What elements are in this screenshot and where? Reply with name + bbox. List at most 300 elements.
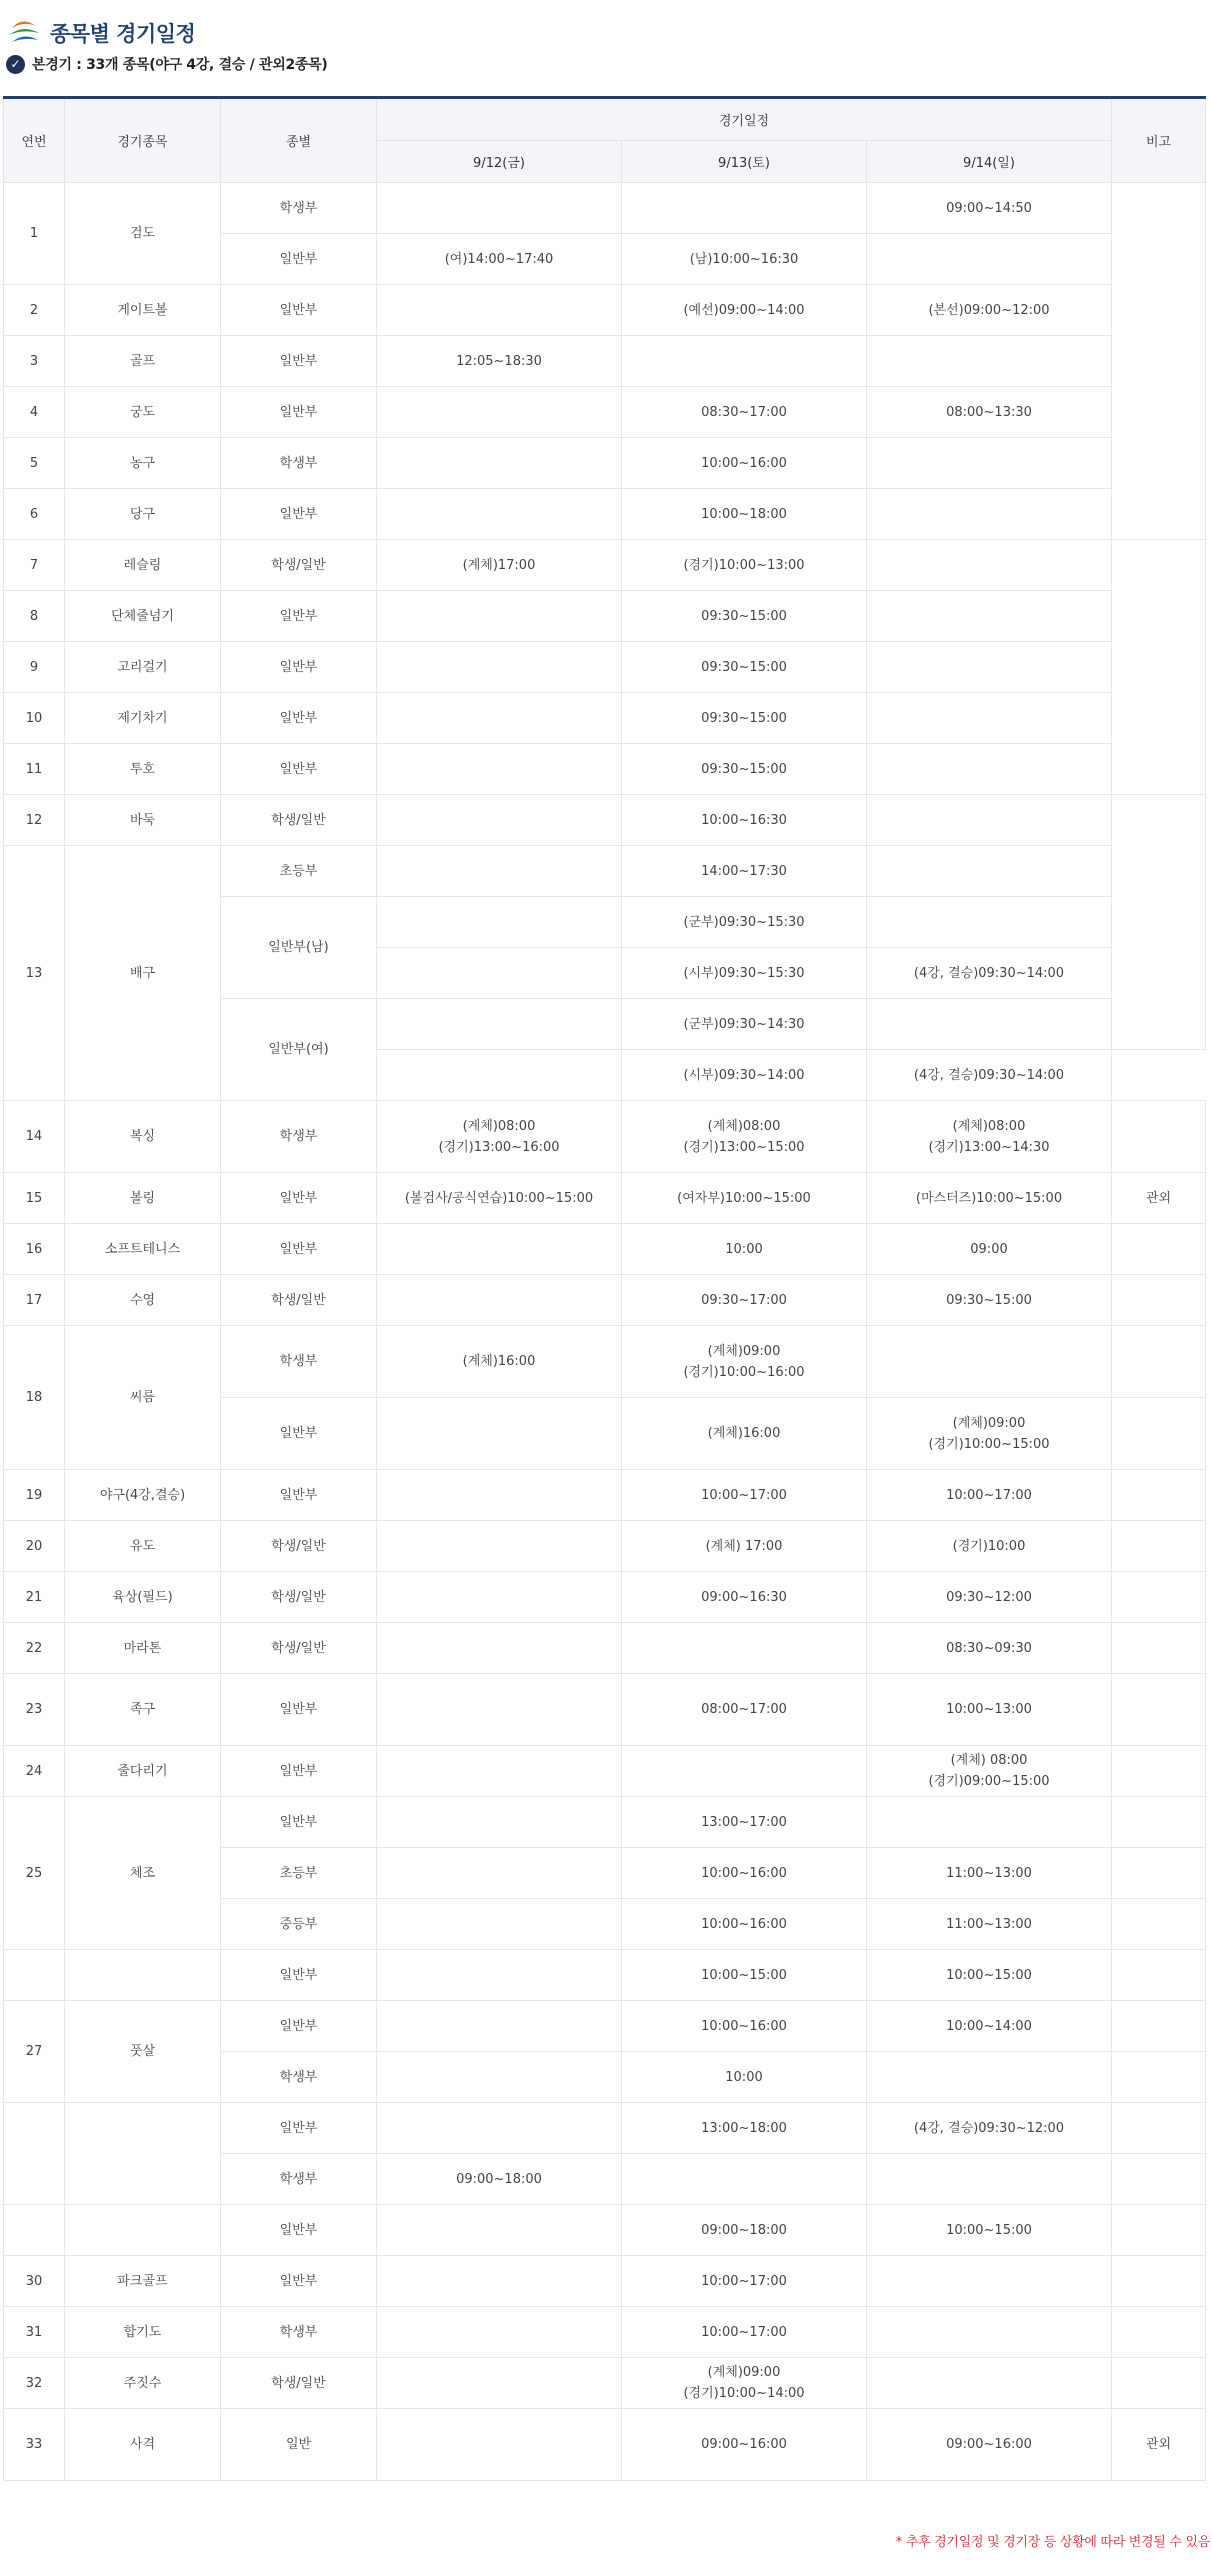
cell-day3: (계체)08:00 (경기)13:00~14:30 xyxy=(867,1101,1112,1173)
cell-note xyxy=(1112,540,1206,795)
table-row xyxy=(4,183,1206,234)
cell-sport xyxy=(65,1950,221,2001)
cell-division: 학생부 xyxy=(221,438,377,489)
col-header-note: 비고 xyxy=(1112,98,1206,183)
cell-day2: (시부)09:30~14:00 xyxy=(622,1050,867,1101)
cell-division: 학생/일반 xyxy=(221,1572,377,1623)
cell-day2: (군부)09:30~15:30 xyxy=(622,897,867,948)
cell-day3: 11:00~13:00 xyxy=(867,1848,1112,1899)
cell-no: 31 xyxy=(4,2307,65,2358)
cell-sport: 당구 xyxy=(65,489,221,540)
cell-division: 일반부 xyxy=(221,234,377,285)
col-header-day: 9/14(일) xyxy=(867,141,1112,183)
cell-day3 xyxy=(867,897,1112,948)
cell-no: 32 xyxy=(4,2358,65,2409)
cell-day1 xyxy=(377,1950,622,2001)
cell-sport: 씨름 xyxy=(65,1326,221,1470)
cell-sport: 배구 xyxy=(65,846,221,1101)
cell-day3 xyxy=(867,1797,1112,1848)
cell-division: 일반부 xyxy=(221,489,377,540)
cell-sport: 게이트볼 xyxy=(65,285,221,336)
cell-day3: (4강, 결승)09:30~14:00 xyxy=(867,948,1112,999)
cell-sport: 족구 xyxy=(65,1674,221,1746)
cell-no: 11 xyxy=(4,744,65,795)
cell-no: 27 xyxy=(4,2001,65,2103)
cell-sport: 체조 xyxy=(65,1797,221,1950)
col-header-day: 9/12(금) xyxy=(377,141,622,183)
cell-no: 12 xyxy=(4,795,65,846)
cell-day1 xyxy=(377,897,622,948)
cell-division: 일반부 xyxy=(221,1398,377,1470)
cell-day3: (마스터즈)10:00~15:00 xyxy=(867,1173,1112,1224)
cell-day3 xyxy=(867,540,1112,591)
cell-day3: (4강, 결승)09:30~14:00 xyxy=(867,1050,1112,1101)
cell-day1 xyxy=(377,1050,622,1101)
cell-day1 xyxy=(377,285,622,336)
table-row xyxy=(4,2001,1206,2052)
cell-no: 6 xyxy=(4,489,65,540)
cell-note xyxy=(1112,1521,1206,1572)
col-header-division: 종별 xyxy=(221,98,377,183)
cell-day2: (계체)09:00 (경기)10:00~14:00 xyxy=(622,2358,867,2409)
cell-sport: 궁도 xyxy=(65,387,221,438)
cell-sport: 투호 xyxy=(65,744,221,795)
cell-note xyxy=(1112,2205,1206,2256)
cell-day2: 10:00 xyxy=(622,2052,867,2103)
col-header-no: 연번 xyxy=(4,98,65,183)
cell-division: 일반부 xyxy=(221,744,377,795)
title-row xyxy=(6,16,195,50)
table-row xyxy=(4,1746,1206,1797)
cell-sport xyxy=(65,2205,221,2256)
cell-day2: (예선)09:00~14:00 xyxy=(622,285,867,336)
table-row xyxy=(4,2307,1206,2358)
table-row xyxy=(4,285,1206,336)
cell-day2: 13:00~17:00 xyxy=(622,1797,867,1848)
cell-day2: (군부)09:30~14:30 xyxy=(622,999,867,1050)
cell-day1 xyxy=(377,1899,622,1950)
table-row xyxy=(4,1623,1206,1674)
cell-sport: 고리걸기 xyxy=(65,642,221,693)
cell-day2: (계체)16:00 xyxy=(622,1398,867,1470)
col-header-day: 9/13(토) xyxy=(622,141,867,183)
cell-note xyxy=(1112,1674,1206,1746)
cell-day1: (계체)16:00 xyxy=(377,1326,622,1398)
cell-division: 일반부 xyxy=(221,1224,377,1275)
table-row xyxy=(4,2205,1206,2256)
cell-division: 일반부 xyxy=(221,1950,377,2001)
subtitle-row xyxy=(6,52,327,76)
cell-day3 xyxy=(867,693,1112,744)
cell-sport: 풋살 xyxy=(65,2001,221,2103)
cell-day1 xyxy=(377,1470,622,1521)
cell-day3: (4강, 결승)09:30~12:00 xyxy=(867,2103,1112,2154)
cell-day1: 09:00~18:00 xyxy=(377,2154,622,2205)
cell-day2: (여자부)10:00~15:00 xyxy=(622,1173,867,1224)
table-row xyxy=(4,846,1206,897)
cell-no: 22 xyxy=(4,1623,65,1674)
cell-day1 xyxy=(377,591,622,642)
cell-sport: 제기차기 xyxy=(65,693,221,744)
cell-day1 xyxy=(377,2001,622,2052)
cell-division: 일반부 xyxy=(221,693,377,744)
cell-day1 xyxy=(377,693,622,744)
cell-division: 학생부 xyxy=(221,1326,377,1398)
table-row xyxy=(4,1224,1206,1275)
cell-division: 중등부 xyxy=(221,1899,377,1950)
cell-day3: 10:00~14:00 xyxy=(867,2001,1112,2052)
cell-sport: 복싱 xyxy=(65,1101,221,1173)
table-row xyxy=(4,2358,1206,2409)
cell-note xyxy=(1112,1326,1206,1398)
cell-division: 학생/일반 xyxy=(221,1521,377,1572)
cell-note xyxy=(1112,1797,1206,1848)
cell-day2: 10:00~17:00 xyxy=(622,1470,867,1521)
cell-day3 xyxy=(867,2307,1112,2358)
cell-division: 일반부 xyxy=(221,1746,377,1797)
cell-day3 xyxy=(867,795,1112,846)
cell-division: 학생부 xyxy=(221,2154,377,2205)
cell-day1 xyxy=(377,387,622,438)
cell-day3 xyxy=(867,438,1112,489)
cell-day2: 09:00~18:00 xyxy=(622,2205,867,2256)
cell-no: 20 xyxy=(4,1521,65,1572)
cell-day3: 09:00~14:50 xyxy=(867,183,1112,234)
cell-sport: 골프 xyxy=(65,336,221,387)
cell-day2: 09:30~15:00 xyxy=(622,591,867,642)
cell-sport: 줄다리기 xyxy=(65,1746,221,1797)
table-row xyxy=(4,336,1206,387)
cell-no: 3 xyxy=(4,336,65,387)
cell-day1 xyxy=(377,2103,622,2154)
table-row xyxy=(4,1101,1206,1173)
cell-note xyxy=(1112,1275,1206,1326)
cell-day3 xyxy=(867,642,1112,693)
cell-note xyxy=(1112,2307,1206,2358)
cell-day3: 09:30~12:00 xyxy=(867,1572,1112,1623)
cell-day2: 09:30~15:00 xyxy=(622,693,867,744)
cell-division: 일반부 xyxy=(221,1470,377,1521)
cell-note xyxy=(1112,1623,1206,1674)
cell-day1: (계체)17:00 xyxy=(377,540,622,591)
cell-division: 일반부 xyxy=(221,285,377,336)
cell-note: 관외 xyxy=(1112,1173,1206,1224)
cell-day2 xyxy=(622,1746,867,1797)
cell-day1 xyxy=(377,489,622,540)
cell-day1: (볼검사/공식연습)10:00~15:00 xyxy=(377,1173,622,1224)
cell-no: 13 xyxy=(4,846,65,1101)
table-row xyxy=(4,2409,1206,2481)
cell-day3: (계체)09:00 (경기)10:00~15:00 xyxy=(867,1398,1112,1470)
cell-day2: 09:30~15:00 xyxy=(622,744,867,795)
cell-day3: 09:00 xyxy=(867,1224,1112,1275)
cell-day2: (계체)09:00 (경기)10:00~16:00 xyxy=(622,1326,867,1398)
cell-day2 xyxy=(622,1623,867,1674)
cell-division: 학생/일반 xyxy=(221,1623,377,1674)
table-row xyxy=(4,540,1206,591)
table-row xyxy=(4,1173,1206,1224)
cell-day2: 09:00~16:30 xyxy=(622,1572,867,1623)
cell-no xyxy=(4,2103,65,2205)
cell-day1 xyxy=(377,948,622,999)
table-row xyxy=(4,1521,1206,1572)
cell-sport xyxy=(65,2103,221,2205)
cell-day1: (계체)08:00 (경기)13:00~16:00 xyxy=(377,1101,622,1173)
cell-division: 학생부 xyxy=(221,2307,377,2358)
cell-division: 학생부 xyxy=(221,1101,377,1173)
cell-day1 xyxy=(377,1275,622,1326)
cell-no: 19 xyxy=(4,1470,65,1521)
cell-day1 xyxy=(377,846,622,897)
table-row xyxy=(4,591,1206,642)
table-row xyxy=(4,642,1206,693)
check-circle-icon: ✓ xyxy=(6,55,25,74)
cell-day2: 10:00~16:00 xyxy=(622,1899,867,1950)
cell-day3 xyxy=(867,2256,1112,2307)
cell-day2: (계체)08:00 (경기)13:00~15:00 xyxy=(622,1101,867,1173)
cell-day3 xyxy=(867,591,1112,642)
cell-note xyxy=(1112,2001,1206,2052)
cell-division: 일반부 xyxy=(221,2001,377,2052)
cell-no: 9 xyxy=(4,642,65,693)
cell-day2: 08:00~17:00 xyxy=(622,1674,867,1746)
cell-note xyxy=(1112,2256,1206,2307)
cell-day3 xyxy=(867,336,1112,387)
table-row xyxy=(4,1950,1206,2001)
table-row xyxy=(4,1674,1206,1746)
cell-day2: (시부)09:30~15:30 xyxy=(622,948,867,999)
cell-sport: 소프트테니스 xyxy=(65,1224,221,1275)
table-row xyxy=(4,1275,1206,1326)
cell-day3: 10:00~15:00 xyxy=(867,2205,1112,2256)
cell-division: 일반부 xyxy=(221,387,377,438)
cell-sport: 바둑 xyxy=(65,795,221,846)
cell-day3: (경기)10:00 xyxy=(867,1521,1112,1572)
cell-division: 일반부(여) xyxy=(221,999,377,1101)
cell-day2: (경기)10:00~13:00 xyxy=(622,540,867,591)
cell-no: 8 xyxy=(4,591,65,642)
cell-day3: 09:30~15:00 xyxy=(867,1275,1112,1326)
cell-day3 xyxy=(867,846,1112,897)
cell-no: 2 xyxy=(4,285,65,336)
cell-sport: 파크골프 xyxy=(65,2256,221,2307)
event-logo xyxy=(6,18,42,48)
cell-no: 24 xyxy=(4,1746,65,1797)
cell-sport: 수영 xyxy=(65,1275,221,1326)
cell-day3 xyxy=(867,2358,1112,2409)
cell-division: 일반부 xyxy=(221,642,377,693)
cell-day1 xyxy=(377,2307,622,2358)
cell-day3 xyxy=(867,744,1112,795)
cell-day2: 10:00~16:00 xyxy=(622,2001,867,2052)
cell-division: 학생/일반 xyxy=(221,2358,377,2409)
cell-day1 xyxy=(377,744,622,795)
cell-day2: (계체) 17:00 xyxy=(622,1521,867,1572)
cell-day1: (여)14:00~17:40 xyxy=(377,234,622,285)
cell-division: 일반부 xyxy=(221,2256,377,2307)
cell-day3 xyxy=(867,489,1112,540)
cell-day1 xyxy=(377,1623,622,1674)
cell-division: 일반부 xyxy=(221,2103,377,2154)
cell-division: 일반부 xyxy=(221,591,377,642)
table-row xyxy=(4,693,1206,744)
cell-note xyxy=(1112,2103,1206,2154)
cell-day2: 10:00 xyxy=(622,1224,867,1275)
cell-day2: 14:00~17:30 xyxy=(622,846,867,897)
cell-day3: 10:00~15:00 xyxy=(867,1950,1112,2001)
cell-day3 xyxy=(867,999,1112,1050)
cell-no: 23 xyxy=(4,1674,65,1746)
cell-no: 1 xyxy=(4,183,65,285)
cell-division: 학생/일반 xyxy=(221,1275,377,1326)
cell-note xyxy=(1112,1101,1206,1173)
cell-day1 xyxy=(377,1674,622,1746)
cell-day2: 10:00~17:00 xyxy=(622,2307,867,2358)
cell-division: 일반부 xyxy=(221,336,377,387)
cell-day3: (계체) 08:00 (경기)09:00~15:00 xyxy=(867,1746,1112,1797)
table-row xyxy=(4,2256,1206,2307)
cell-day2: 10:00~16:00 xyxy=(622,1848,867,1899)
cell-no: 33 xyxy=(4,2409,65,2481)
col-header-sport: 경기종목 xyxy=(65,98,221,183)
cell-sport: 합기도 xyxy=(65,2307,221,2358)
cell-day2: 08:30~17:00 xyxy=(622,387,867,438)
table-row xyxy=(4,795,1206,846)
cell-day1 xyxy=(377,1797,622,1848)
cell-day3: 10:00~13:00 xyxy=(867,1674,1112,1746)
cell-day1 xyxy=(377,2358,622,2409)
cell-day3: 09:00~16:00 xyxy=(867,2409,1112,2481)
cell-day1 xyxy=(377,1746,622,1797)
cell-no: 17 xyxy=(4,1275,65,1326)
cell-note xyxy=(1112,1224,1206,1275)
cell-division: 일반부 xyxy=(221,1674,377,1746)
cell-division: 일반부(남) xyxy=(221,897,377,999)
cell-note: 관외 xyxy=(1112,2409,1206,2481)
cell-note xyxy=(1112,2358,1206,2409)
table-row xyxy=(4,1572,1206,1623)
cell-no: 18 xyxy=(4,1326,65,1470)
cell-no: 7 xyxy=(4,540,65,591)
cell-day3 xyxy=(867,2154,1112,2205)
cell-day2: 09:30~17:00 xyxy=(622,1275,867,1326)
cell-division: 학생/일반 xyxy=(221,795,377,846)
cell-no: 25 xyxy=(4,1797,65,1950)
cell-division: 일반부 xyxy=(221,1797,377,1848)
cell-day3: 08:00~13:30 xyxy=(867,387,1112,438)
cell-day1 xyxy=(377,183,622,234)
cell-sport: 주짓수 xyxy=(65,2358,221,2409)
cell-day2: 09:30~15:00 xyxy=(622,642,867,693)
cell-day1 xyxy=(377,642,622,693)
cell-note xyxy=(1112,1899,1206,1950)
cell-day2: 10:00~16:30 xyxy=(622,795,867,846)
cell-day2 xyxy=(622,2154,867,2205)
cell-day2: 09:00~16:00 xyxy=(622,2409,867,2481)
cell-no xyxy=(4,1950,65,2001)
cell-no: 4 xyxy=(4,387,65,438)
cell-day2: (남)10:00~16:30 xyxy=(622,234,867,285)
cell-no: 21 xyxy=(4,1572,65,1623)
table-row xyxy=(4,2103,1206,2154)
cell-day1 xyxy=(377,1521,622,1572)
cell-day1 xyxy=(377,999,622,1050)
schedule-table xyxy=(3,96,1206,2481)
cell-sport: 볼링 xyxy=(65,1173,221,1224)
col-header-schedule: 경기일정 xyxy=(377,98,1112,141)
cell-day1 xyxy=(377,1572,622,1623)
page-title: 종목별 경기일정 xyxy=(50,22,196,46)
cell-day2: 10:00~15:00 xyxy=(622,1950,867,2001)
cell-sport: 레슬링 xyxy=(65,540,221,591)
cell-day3: (본선)09:00~12:00 xyxy=(867,285,1112,336)
table-row xyxy=(4,1326,1206,1398)
cell-day3 xyxy=(867,234,1112,285)
table-header xyxy=(4,98,1206,183)
cell-sport: 마라톤 xyxy=(65,1623,221,1674)
cell-day2: 10:00~16:00 xyxy=(622,438,867,489)
cell-day2 xyxy=(622,183,867,234)
cell-note xyxy=(1112,183,1206,540)
cell-sport: 검도 xyxy=(65,183,221,285)
cell-day2: 10:00~18:00 xyxy=(622,489,867,540)
cell-day1 xyxy=(377,438,622,489)
table-row xyxy=(4,387,1206,438)
cell-day3 xyxy=(867,1326,1112,1398)
subtitle: 본경기 : 33개 종목(야구 4강, 결승 / 관외2종목) xyxy=(32,57,328,73)
cell-no: 15 xyxy=(4,1173,65,1224)
table-row xyxy=(4,489,1206,540)
cell-day2: 13:00~18:00 xyxy=(622,2103,867,2154)
cell-day1 xyxy=(377,1398,622,1470)
cell-division: 초등부 xyxy=(221,1848,377,1899)
cell-no: 30 xyxy=(4,2256,65,2307)
table-row xyxy=(4,744,1206,795)
cell-no: 5 xyxy=(4,438,65,489)
cell-no xyxy=(4,2205,65,2256)
cell-sport: 단체줄넘기 xyxy=(65,591,221,642)
cell-division: 일반부 xyxy=(221,2205,377,2256)
cell-division: 학생부 xyxy=(221,2052,377,2103)
cell-day1: 12:05~18:30 xyxy=(377,336,622,387)
cell-note xyxy=(1112,1398,1206,1470)
cell-sport: 유도 xyxy=(65,1521,221,1572)
cell-day1 xyxy=(377,795,622,846)
cell-day3: 11:00~13:00 xyxy=(867,1899,1112,1950)
cell-no: 10 xyxy=(4,693,65,744)
footnote: * 추후 경기일정 및 경기장 등 상황에 따라 변경될 수 있음 xyxy=(895,2535,1210,2550)
cell-division: 일반 xyxy=(221,2409,377,2481)
cell-day3 xyxy=(867,2052,1112,2103)
cell-note xyxy=(1112,2052,1206,2103)
cell-day2: 10:00~17:00 xyxy=(622,2256,867,2307)
cell-day1 xyxy=(377,2205,622,2256)
cell-sport: 사격 xyxy=(65,2409,221,2481)
cell-day1 xyxy=(377,1224,622,1275)
table-row xyxy=(4,1470,1206,1521)
table-body xyxy=(4,183,1206,2481)
cell-note xyxy=(1112,2154,1206,2205)
cell-day1 xyxy=(377,1848,622,1899)
cell-no: 16 xyxy=(4,1224,65,1275)
cell-note xyxy=(1112,1950,1206,2001)
cell-sport: 육상(필드) xyxy=(65,1572,221,1623)
table-row xyxy=(4,438,1206,489)
cell-day3: 08:30~09:30 xyxy=(867,1623,1112,1674)
cell-note xyxy=(1112,1572,1206,1623)
cell-day1 xyxy=(377,2256,622,2307)
table-row xyxy=(4,1797,1206,1848)
